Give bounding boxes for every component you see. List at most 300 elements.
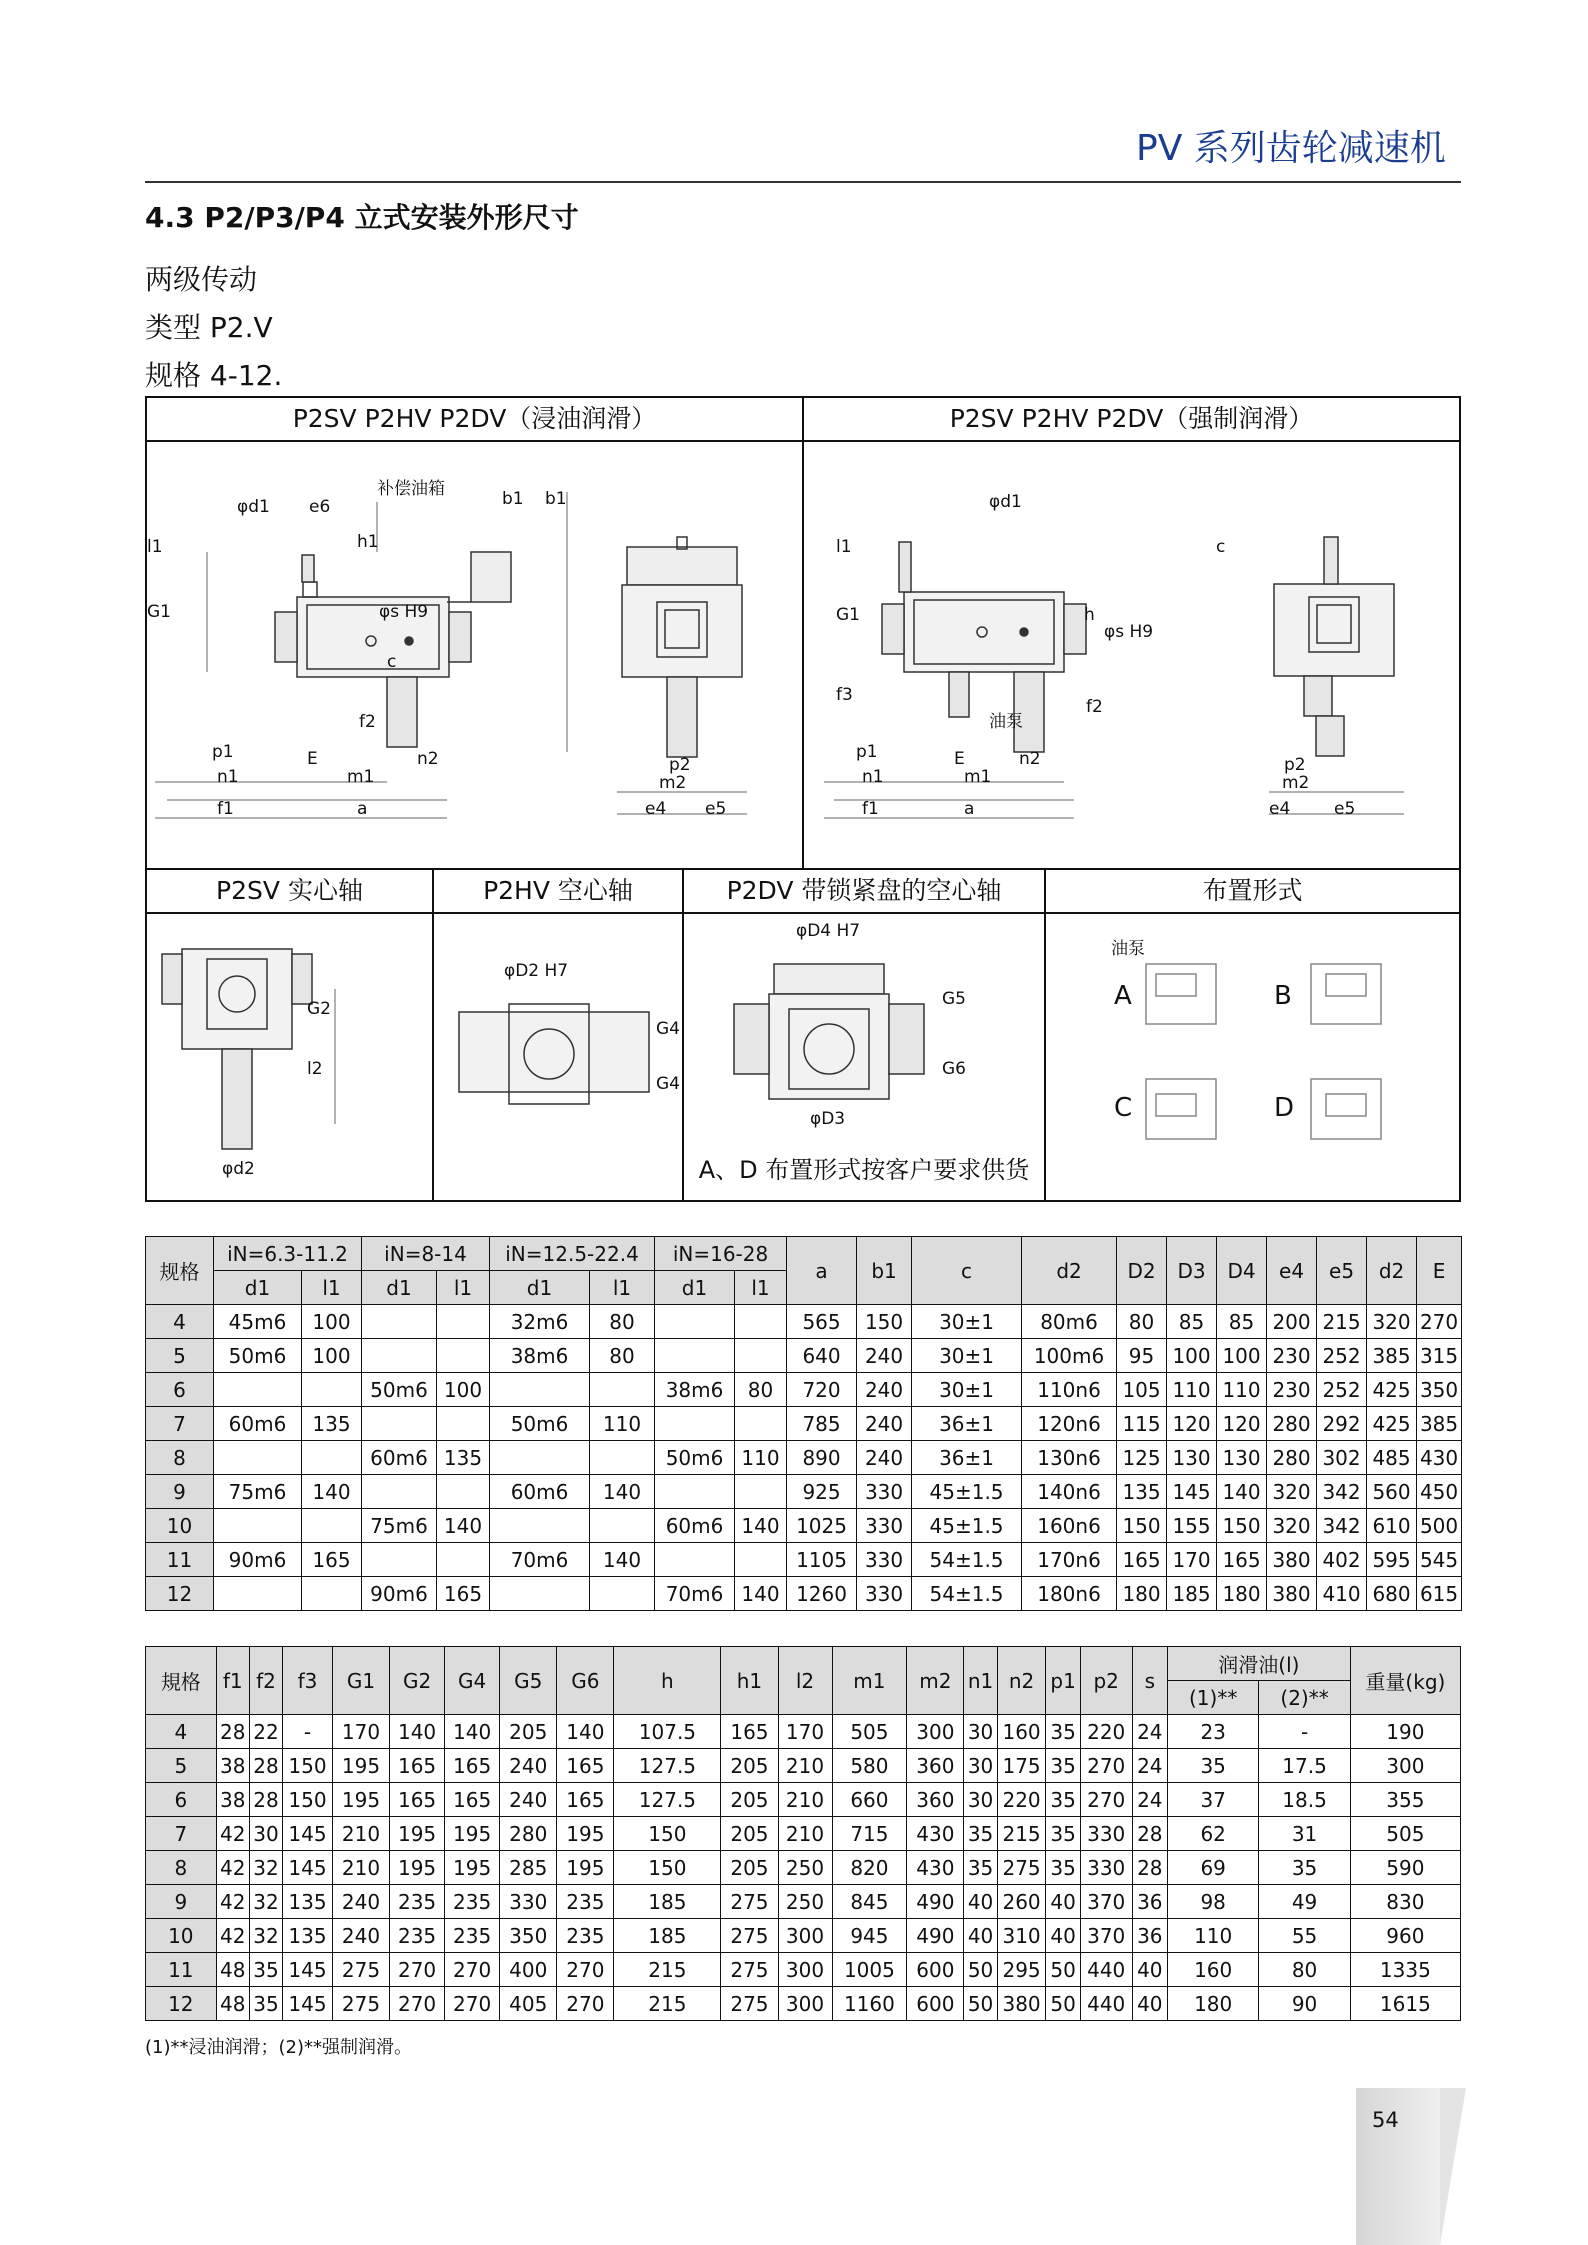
table-cell: 350: [1417, 1373, 1462, 1407]
table-cell: 600: [907, 1987, 964, 2021]
table-cell: 330: [857, 1509, 912, 1543]
table-cell: 22: [249, 1715, 282, 1749]
gearbox-side-view: [1274, 537, 1394, 756]
label-G4-2: G4: [656, 1074, 680, 1094]
table-cell: 270: [390, 1987, 445, 2021]
label-h1: h1: [357, 532, 379, 552]
table-cell: 1335: [1350, 1953, 1460, 1987]
table-row: [146, 1543, 1462, 1577]
table-row: [146, 1987, 1461, 2021]
table-cell: 165: [445, 1783, 500, 1817]
label-l1: l1: [836, 537, 852, 557]
row-size-cell: 9: [146, 1475, 214, 1509]
label-G5: G5: [942, 989, 966, 1009]
table-cell: 210: [778, 1783, 832, 1817]
table-cell: 135: [283, 1885, 333, 1919]
table-cell: 300: [907, 1715, 964, 1749]
table-cell: 210: [778, 1749, 832, 1783]
label-e4: e4: [1269, 799, 1291, 819]
table-cell: 785: [787, 1407, 857, 1441]
table-cell: 50m6: [214, 1339, 302, 1373]
table-cell: 32: [249, 1919, 282, 1953]
header-col: G5: [500, 1647, 557, 1715]
table-cell: 125: [1117, 1441, 1167, 1475]
table-cell: 135: [302, 1407, 362, 1441]
table-cell: 45m6: [214, 1305, 302, 1339]
row-size-cell: 8: [146, 1851, 217, 1885]
table-cell: 165: [557, 1783, 614, 1817]
table-cell: 110: [1167, 1373, 1217, 1407]
table-cell: 150: [614, 1851, 721, 1885]
table-cell: 35: [1046, 1851, 1080, 1885]
table-cell: 565: [787, 1305, 857, 1339]
table-cell: 90m6: [214, 1543, 302, 1577]
table-row: [146, 1441, 1462, 1475]
table-cell: 195: [557, 1851, 614, 1885]
label-A: A: [1114, 981, 1132, 1011]
table-cell: 70m6: [490, 1543, 590, 1577]
table-cell: 150: [614, 1817, 721, 1851]
table-cell: 80: [1117, 1305, 1167, 1339]
header-oil: 润滑油(l): [1167, 1647, 1350, 1681]
table-cell: 1105: [787, 1543, 857, 1577]
table-cell: 320: [1267, 1509, 1317, 1543]
table-cell: 110: [590, 1407, 655, 1441]
header-col: G4: [445, 1647, 500, 1715]
table-cell: 145: [283, 1851, 333, 1885]
table-cell: 50m6: [490, 1407, 590, 1441]
table-cell: 220: [997, 1783, 1046, 1817]
label-m2: m2: [1282, 773, 1310, 793]
table-cell: 140: [557, 1715, 614, 1749]
table-cell: 890: [787, 1441, 857, 1475]
table-cell: 260: [997, 1885, 1046, 1919]
drawing-forced-lubrication: [804, 442, 1459, 868]
table-cell: 1615: [1350, 1987, 1460, 2021]
header-group-3: iN=12.5-22.4: [490, 1237, 655, 1271]
label-f2: f2: [1086, 697, 1103, 717]
label-phi-d1: φd1: [989, 492, 1022, 512]
table-cell: 1160: [832, 1987, 907, 2021]
table-cell: 300: [778, 1953, 832, 1987]
row-size-cell: 12: [146, 1577, 214, 1611]
table-cell: 270: [557, 1953, 614, 1987]
header-col: D3: [1167, 1237, 1217, 1305]
table-cell: [214, 1509, 302, 1543]
table-cell: [362, 1339, 437, 1373]
table-cell: 150: [283, 1783, 333, 1817]
table-cell: 160: [997, 1715, 1046, 1749]
table-cell: 35: [1167, 1749, 1258, 1783]
table-cell: 170n6: [1022, 1543, 1117, 1577]
table-cell: 30±1: [912, 1373, 1022, 1407]
table-cell: 150: [1217, 1509, 1267, 1543]
table-row: [146, 1817, 1461, 1851]
table-cell: 40: [1046, 1919, 1080, 1953]
label-D: D: [1274, 1093, 1295, 1123]
table-cell: 165: [445, 1749, 500, 1783]
header-col: e5: [1317, 1237, 1367, 1305]
table-cell: 275: [721, 1953, 778, 1987]
table-cell: 215: [997, 1817, 1046, 1851]
table-cell: 330: [1080, 1851, 1132, 1885]
label-e6: e6: [309, 497, 331, 517]
table-cell: 36: [1132, 1919, 1167, 1953]
table-cell: 28: [1132, 1817, 1167, 1851]
header-col: n1: [964, 1647, 997, 1715]
drawing-solid-shaft: [147, 914, 432, 1200]
label-phi-D2: φD2 H7: [504, 961, 569, 981]
table-cell: 110: [1217, 1373, 1267, 1407]
table-cell: 38: [216, 1783, 249, 1817]
section-title: 4.3 P2/P3/P4 立式安装外形尺寸: [145, 201, 579, 234]
table-cell: 270: [390, 1953, 445, 1987]
label-E: E: [954, 749, 965, 769]
table-cell: [214, 1373, 302, 1407]
table-cell: 50: [1046, 1987, 1080, 2021]
table-cell: [437, 1475, 490, 1509]
header-group-4: iN=16-28: [655, 1237, 787, 1271]
table-cell: 130: [1217, 1441, 1267, 1475]
row-size-cell: 6: [146, 1783, 217, 1817]
table-cell: 24: [1132, 1749, 1167, 1783]
table-cell: 55: [1259, 1919, 1350, 1953]
table-cell: 145: [283, 1987, 333, 2021]
table-cell: 170: [778, 1715, 832, 1749]
header-col: b1: [857, 1237, 912, 1305]
table-cell: 280: [1267, 1441, 1317, 1475]
footnote: (1)**浸油润滑；(2)**强制润滑。: [145, 2037, 412, 2058]
table-cell: 490: [907, 1885, 964, 1919]
table-cell: 37: [1167, 1783, 1258, 1817]
table-cell: 35: [964, 1817, 997, 1851]
table-cell: [735, 1305, 787, 1339]
label-n1: n1: [217, 767, 239, 787]
table-cell: 302: [1317, 1441, 1367, 1475]
table-cell: 280: [1267, 1407, 1317, 1441]
table-cell: 115: [1117, 1407, 1167, 1441]
table-row: [146, 1885, 1461, 1919]
table-cell: 24: [1132, 1715, 1167, 1749]
table-cell: 270: [445, 1987, 500, 2021]
table-cell: 195: [332, 1749, 389, 1783]
table-cell: 505: [1350, 1817, 1460, 1851]
header-weight: 重量(kg): [1350, 1647, 1460, 1715]
header-col: p1: [1046, 1647, 1080, 1715]
table-cell: 140: [590, 1543, 655, 1577]
header-sub: l1: [302, 1271, 362, 1305]
table-cell: 230: [1267, 1373, 1317, 1407]
header-col: h: [614, 1647, 721, 1715]
label-p1: p1: [212, 742, 234, 762]
table-cell: 180: [1217, 1577, 1267, 1611]
table-cell: 35: [249, 1953, 282, 1987]
table-cell: 385: [1367, 1339, 1417, 1373]
label-p1: p1: [856, 742, 878, 762]
table-cell: 275: [332, 1953, 389, 1987]
table-cell: 275: [721, 1919, 778, 1953]
label-c: c: [1216, 537, 1226, 557]
table-cell: [302, 1441, 362, 1475]
table-row: [146, 1407, 1462, 1441]
header-sub: d1: [214, 1271, 302, 1305]
table-cell: 24: [1132, 1783, 1167, 1817]
table-cell: 85: [1167, 1305, 1217, 1339]
table-cell: [437, 1543, 490, 1577]
table-cell: 54±1.5: [912, 1577, 1022, 1611]
table-cell: [735, 1339, 787, 1373]
table-cell: 40: [1132, 1987, 1167, 2021]
table-cell: 140: [735, 1509, 787, 1543]
table-cell: 195: [332, 1783, 389, 1817]
row-size-cell: 7: [146, 1817, 217, 1851]
table-cell: 31: [1259, 1817, 1350, 1851]
table-cell: 35: [1046, 1817, 1080, 1851]
header-col: D4: [1217, 1237, 1267, 1305]
table-cell: 275: [721, 1885, 778, 1919]
panel-left-caption: P2SV P2HV P2DV（浸油润滑）: [147, 398, 802, 442]
table-cell: 120n6: [1022, 1407, 1117, 1441]
table-cell: 45±1.5: [912, 1509, 1022, 1543]
table-cell: 210: [332, 1851, 389, 1885]
label-oil-pump-2: 油泵: [1111, 939, 1145, 959]
table-cell: 100: [302, 1339, 362, 1373]
label-phi-d2: φd2: [222, 1159, 255, 1179]
table-cell: 360: [907, 1783, 964, 1817]
table-cell: 330: [500, 1885, 557, 1919]
table-cell: 405: [500, 1987, 557, 2021]
label-l2: l2: [307, 1059, 323, 1079]
table-cell: 275: [997, 1851, 1046, 1885]
header-col: f3: [283, 1647, 333, 1715]
table-cell: 140: [437, 1509, 490, 1543]
table-cell: 205: [500, 1715, 557, 1749]
table-cell: 110: [1167, 1919, 1258, 1953]
table-cell: 145: [283, 1953, 333, 1987]
table-cell: 110n6: [1022, 1373, 1117, 1407]
page-header-title: PV 系列齿轮减速机: [1136, 128, 1446, 169]
table-cell: 30: [964, 1715, 997, 1749]
arrangement-A-icon: [1146, 964, 1216, 1024]
label-phi-d1: φd1: [237, 497, 270, 517]
table-cell: 275: [332, 1987, 389, 2021]
table-cell: 275: [721, 1987, 778, 2021]
table-cell: 80: [735, 1373, 787, 1407]
table-cell: 42: [216, 1851, 249, 1885]
table-cell: 240: [332, 1885, 389, 1919]
table-cell: 40: [1046, 1885, 1080, 1919]
header-col: h1: [721, 1647, 778, 1715]
row-size-cell: 4: [146, 1305, 214, 1339]
drawing-arrangement: [1046, 914, 1459, 1200]
table-row: [146, 1919, 1461, 1953]
table-cell: 30: [964, 1749, 997, 1783]
table-cell: 185: [614, 1885, 721, 1919]
label-m2: m2: [659, 773, 687, 793]
table-cell: 50: [964, 1987, 997, 2021]
table-cell: 140: [445, 1715, 500, 1749]
table-cell: 240: [857, 1407, 912, 1441]
label-a: a: [964, 799, 975, 819]
table-row: [146, 1339, 1462, 1373]
table-cell: 165: [302, 1543, 362, 1577]
table-row: [146, 1305, 1462, 1339]
header-col: d2: [1022, 1237, 1117, 1305]
arrangement-B-icon: [1311, 964, 1381, 1024]
table-cell: 230: [1267, 1339, 1317, 1373]
table-cell: 170: [332, 1715, 389, 1749]
table-cell: 35: [1046, 1749, 1080, 1783]
table-cell: 410: [1317, 1577, 1367, 1611]
table-cell: 430: [1417, 1441, 1462, 1475]
label-a: a: [357, 799, 368, 819]
table-cell: 165: [390, 1783, 445, 1817]
label-f3: f3: [836, 685, 853, 705]
panel-right-caption: P2SV P2HV P2DV（强制润滑）: [804, 398, 1459, 442]
header-col: E: [1417, 1237, 1462, 1305]
header-col: c: [912, 1237, 1022, 1305]
table-cell: 185: [1167, 1577, 1217, 1611]
row-size-cell: 11: [146, 1953, 217, 1987]
table-cell: 300: [1350, 1749, 1460, 1783]
row-size-cell: 5: [146, 1339, 214, 1373]
table-cell: [590, 1441, 655, 1475]
table-cell: [362, 1475, 437, 1509]
table-cell: 640: [787, 1339, 857, 1373]
table-cell: 240: [857, 1441, 912, 1475]
table-cell: 1260: [787, 1577, 857, 1611]
header-sub: d1: [655, 1271, 735, 1305]
table-cell: 28: [1132, 1851, 1167, 1885]
table-cell: 310: [997, 1919, 1046, 1953]
table-cell: 35: [1046, 1715, 1080, 1749]
table-cell: 355: [1350, 1783, 1460, 1817]
table-cell: 48: [216, 1953, 249, 1987]
table-cell: 38m6: [655, 1373, 735, 1407]
table-cell: 285: [500, 1851, 557, 1885]
table-cell: 560: [1367, 1475, 1417, 1509]
label-G4: G4: [656, 1019, 680, 1039]
table-cell: 120: [1217, 1407, 1267, 1441]
label-G6: G6: [942, 1059, 966, 1079]
table-cell: 48: [216, 1987, 249, 2021]
header-size: 規格: [146, 1647, 217, 1715]
label-G1: G1: [836, 605, 860, 625]
row-size-cell: 8: [146, 1441, 214, 1475]
table-cell: 45±1.5: [912, 1475, 1022, 1509]
table-cell: -: [1259, 1715, 1350, 1749]
label-l1: l1: [147, 537, 163, 557]
gearbox-front-view: [275, 552, 511, 747]
table-cell: 205: [721, 1851, 778, 1885]
table-cell: 155: [1167, 1509, 1217, 1543]
table-cell: 380: [1267, 1577, 1317, 1611]
row-size-cell: 5: [146, 1749, 217, 1783]
table-cell: 60m6: [362, 1441, 437, 1475]
table-cell: 215: [1317, 1305, 1367, 1339]
table-cell: 60m6: [214, 1407, 302, 1441]
table-cell: 120: [1167, 1407, 1217, 1441]
drawing-immersion-lubrication: [147, 442, 802, 868]
table-cell: 135: [1117, 1475, 1167, 1509]
table-cell: 945: [832, 1919, 907, 1953]
header-col: e4: [1267, 1237, 1317, 1305]
arrangement-note: A、D 布置形式按客户要求供货: [698, 1156, 1030, 1184]
table-cell: 270: [445, 1953, 500, 1987]
gearbox-front-view: [882, 542, 1086, 752]
table-cell: 235: [557, 1885, 614, 1919]
table-cell: 38m6: [490, 1339, 590, 1373]
label-phi-s: φs H9: [379, 602, 429, 622]
table-cell: 60m6: [490, 1475, 590, 1509]
table-row: [146, 1509, 1462, 1543]
label-G1: G1: [147, 602, 171, 622]
table-cell: 140: [302, 1475, 362, 1509]
label-oil-pump: 油泵: [989, 712, 1023, 732]
table-cell: 330: [857, 1475, 912, 1509]
table-cell: 62: [1167, 1817, 1258, 1851]
table-cell: 140: [1217, 1475, 1267, 1509]
table-cell: 595: [1367, 1543, 1417, 1577]
header-sub: l1: [735, 1271, 787, 1305]
table-cell: [590, 1509, 655, 1543]
table-cell: 580: [832, 1749, 907, 1783]
subtitle-transmission: 两级传动: [145, 263, 258, 296]
table-cell: 50m6: [655, 1441, 735, 1475]
table-cell: 36: [1132, 1885, 1167, 1919]
table-cell: 610: [1367, 1509, 1417, 1543]
table-cell: 135: [283, 1919, 333, 1953]
table-cell: 500: [1417, 1509, 1462, 1543]
table-cell: 40: [964, 1885, 997, 1919]
table-cell: 195: [390, 1817, 445, 1851]
label-E: E: [307, 749, 318, 769]
table-cell: 100: [1167, 1339, 1217, 1373]
table-cell: 960: [1350, 1919, 1460, 1953]
table-cell: 18.5: [1259, 1783, 1350, 1817]
header-col: D2: [1117, 1237, 1167, 1305]
table-cell: 1025: [787, 1509, 857, 1543]
table-cell: 28: [249, 1749, 282, 1783]
table-cell: 270: [1417, 1305, 1462, 1339]
table-cell: [655, 1305, 735, 1339]
table-cell: 135: [437, 1441, 490, 1475]
table-row: [146, 1475, 1462, 1509]
drawing-hollow-shaft: [434, 914, 682, 1200]
label-b1: b1: [502, 489, 524, 509]
table-cell: 270: [1080, 1783, 1132, 1817]
table-cell: 150: [1117, 1509, 1167, 1543]
table-cell: [214, 1577, 302, 1611]
label-n2: n2: [1019, 749, 1041, 769]
table-cell: 165: [721, 1715, 778, 1749]
table-cell: [655, 1339, 735, 1373]
table-row: [146, 1953, 1461, 1987]
table-row: [146, 1851, 1461, 1885]
table-cell: 370: [1080, 1885, 1132, 1919]
table-row: [146, 1783, 1461, 1817]
table-cell: 400: [500, 1953, 557, 1987]
label-m1: m1: [347, 767, 375, 787]
table-cell: 720: [787, 1373, 857, 1407]
header-col: m1: [832, 1647, 907, 1715]
table-cell: 28: [216, 1715, 249, 1749]
table-cell: 440: [1080, 1953, 1132, 1987]
table-row: [146, 1577, 1462, 1611]
header-col: m2: [907, 1647, 964, 1715]
label-comp-tank: 补偿油箱: [377, 479, 445, 499]
table-cell: 215: [614, 1987, 721, 2021]
